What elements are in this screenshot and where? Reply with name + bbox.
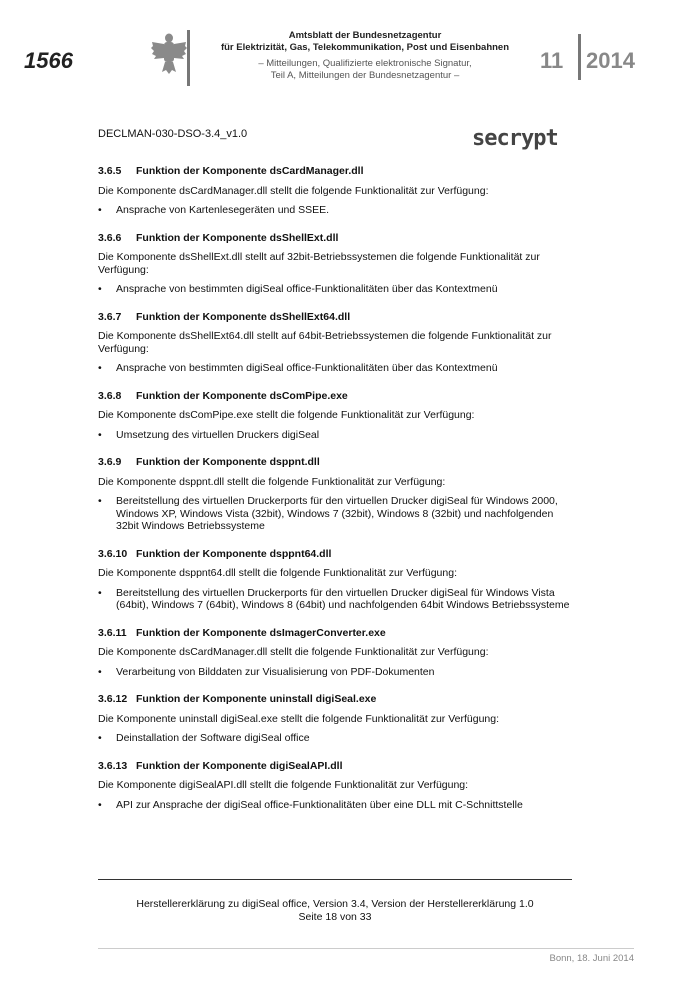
section-title: Funktion der Komponente dsppnt64.dll (136, 547, 332, 560)
page-number: 1566 (24, 48, 73, 73)
section-intro: Die Komponente dsComPipe.exe stellt die folgende Funktionalität zur Verfügung: (98, 409, 475, 421)
bullet-icon: • (98, 586, 102, 599)
footer-page-info: Seite 18 von 33 (298, 910, 372, 923)
gazette-subtitle-line: Teil A, Mitteilungen der Bundesnetzagentur – (270, 69, 460, 81)
bullet-item (98, 283, 573, 296)
bullet-text: Ansprache von bestimmten digiSeal office-Funktionalitäten über das Kontextmenü (116, 362, 498, 374)
bottom-divider (98, 948, 634, 949)
bullet-item (98, 495, 573, 533)
section (98, 390, 573, 442)
section-title: Funktion der Komponente dsShellExt.dll (136, 231, 339, 244)
header-divider (187, 30, 190, 86)
section (98, 627, 573, 679)
footer-line: Herstellererklärung zu digiSeal office, Version 3.4, Version der Herstellererklärung 1.0 (136, 898, 534, 910)
bullet-text: Umsetzung des virtuellen Druckers digiSeal (116, 428, 320, 441)
section-title: Funktion der Komponente dsImagerConverter.exe (136, 626, 386, 639)
section-intro: Die Komponente dsShellExt.dll stellt auf 32bit-Betriebssystemen die folgende Funktionalität zur Verfügung: (98, 251, 540, 276)
section-number: 3.6.7 (98, 310, 122, 323)
bullet-icon: • (98, 362, 102, 374)
issue-year: 2014 (586, 48, 635, 73)
section-heading (98, 693, 573, 706)
bullet-icon: • (98, 732, 102, 744)
bullet-item (98, 732, 573, 745)
bullet-item (98, 799, 573, 812)
bullet-text: Ansprache von Kartenlesegeräten und SSEE. (116, 204, 330, 216)
bullet-icon: • (98, 665, 102, 678)
section-number: 3.6.5 (98, 165, 122, 177)
bullet-item (98, 204, 573, 217)
section-heading (98, 390, 573, 403)
section-heading (98, 760, 573, 773)
section-intro: Die Komponente uninstall digiSeal.exe stellt die folgende Funktionalität zur Verfügung: (98, 712, 500, 725)
document-id: DECLMAN-030-DSO-3.4_v1.0 (98, 128, 248, 140)
section-intro: Die Komponente dsppnt.dll stellt die folgende Funktionalität zur Verfügung: (98, 475, 446, 488)
bullet-item (98, 362, 573, 375)
section-title: Funktion der Komponente uninstall digiSeal.exe (136, 693, 377, 705)
bullet-text: Verarbeitung von Bilddaten zur Visualisierung von PDF-Dokumenten (116, 665, 435, 678)
section-intro: Die Komponente digiSealAPI.dll stellt die folgende Funktionalität zur Verfügung: (98, 779, 469, 791)
federal-eagle-icon (150, 30, 188, 76)
bullet-item (98, 666, 573, 679)
section-intro: Die Komponente dsppnt64.dll stellt die folgende Funktionalität zur Verfügung: (98, 567, 457, 579)
section (98, 311, 573, 375)
gazette-subtitle (200, 58, 530, 81)
bullet-text: Ansprache von bestimmten digiSeal office-Funktionalitäten über das Kontextmenü (116, 283, 498, 295)
section-heading (98, 627, 573, 640)
bullet-text: Bereitstellung des virtuellen Druckerports für den virtuellen Drucker digiSeal für Windows Vista (64bit), Windows 7 (64bit), Windows 8 (64bit) und nachfolgenden 64bit Windows Betriebssysteme (116, 586, 570, 611)
section-heading (98, 165, 573, 178)
section-heading (98, 311, 573, 324)
section-heading (98, 548, 573, 561)
section-number: 3.6.8 (98, 389, 122, 402)
section (98, 548, 573, 612)
bullet-item (98, 429, 573, 442)
section-title: Funktion der Komponente dsComPipe.exe (136, 389, 348, 402)
section-number: 3.6.13 (98, 759, 128, 772)
section-heading (98, 456, 573, 469)
bullet-icon: • (98, 283, 102, 295)
logo-text: secrypt (472, 126, 558, 151)
section (98, 693, 573, 745)
document-body (98, 165, 573, 826)
section-intro: Die Komponente dsCardManager.dll stellt die folgende Funktionalität zur Verfügung: (98, 646, 489, 658)
section-title: Funktion der Komponente dsShellExt64.dll (136, 310, 351, 323)
footer-divider (98, 879, 572, 880)
section-number: 3.6.6 (98, 231, 122, 244)
bullet-icon: • (98, 428, 102, 441)
section (98, 456, 573, 533)
gazette-subtitle-line: – Mitteilungen, Qualifizierte elektronische Signatur, (258, 58, 472, 69)
gazette-title-line: für Elektrizität, Gas, Telekommunikation, Post und Eisenbahnen (220, 41, 510, 53)
footer (98, 898, 572, 923)
section-intro: Die Komponente dsCardManager.dll stellt die folgende Funktionalität zur Verfügung: (98, 184, 489, 197)
section-number: 3.6.10 (98, 547, 128, 560)
section (98, 165, 573, 217)
section-title: Funktion der Komponente digiSealAPI.dll (136, 759, 343, 772)
section (98, 760, 573, 812)
bullet-text: Bereitstellung des virtuellen Druckerports für den virtuellen Drucker digiSeal für Windows 2000, Windows XP, Windows Vista (32bit), Windows 7 (32bit), Windows 8 (32bit) und nachfolgenden 32bit Windows Betriebssysteme (116, 495, 558, 532)
section-number: 3.6.9 (98, 456, 122, 468)
section-heading (98, 232, 573, 245)
section-number: 3.6.12 (98, 693, 128, 705)
issue-divider (578, 34, 581, 80)
bullet-icon: • (98, 495, 102, 507)
gazette-title-line: Amtsblatt der Bundesnetzagentur (288, 30, 442, 41)
gazette-title (200, 30, 530, 53)
bullet-icon: • (98, 798, 102, 811)
issue-number: 11 (540, 48, 564, 73)
bullet-text: Deinstallation der Software digiSeal office (116, 732, 310, 744)
section-title: Funktion der Komponente dsppnt.dll (136, 456, 320, 468)
section-intro: Die Komponente dsShellExt64.dll stellt auf 64bit-Betriebssystemen die folgende Funktionalität zur Verfügung: (98, 330, 552, 355)
section (98, 232, 573, 296)
bullet-text: API zur Ansprache der digiSeal office-Funktionalitäten über eine DLL mit C-Schnittstelle (116, 798, 523, 811)
secrypt-logo (472, 124, 572, 152)
section-title: Funktion der Komponente dsCardManager.dll (136, 165, 364, 177)
publication-date: Bonn, 18. Juni 2014 (549, 953, 634, 964)
bullet-icon: • (98, 204, 102, 216)
bullet-item (98, 587, 573, 612)
section-number: 3.6.11 (98, 626, 127, 639)
